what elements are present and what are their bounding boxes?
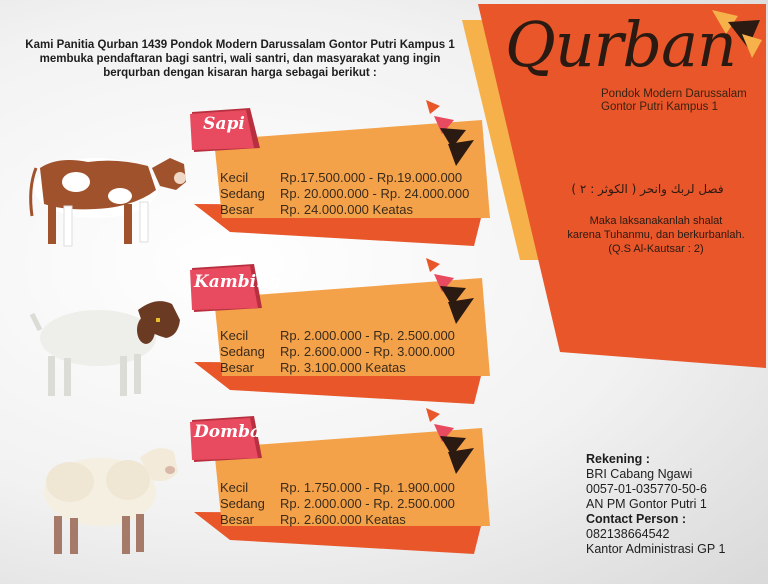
intro-line-2: membuka pendaftaran bagi santri, wali santri, dan masyarakat yang ingin: [39, 53, 441, 65]
payment-contact-info: [586, 452, 725, 557]
price-list: [220, 480, 455, 528]
card-title-domba: Domba: [194, 422, 261, 442]
price-card-kambing: [190, 258, 495, 408]
price-row-sedang: Sedang Rp. 20.000.000 - Rp. 24.000.000: [220, 186, 470, 201]
card-title-kambing: Kambing: [194, 272, 281, 292]
sheep-image: [36, 434, 186, 559]
price-row-besar: Besar Rp. 2.600.000 Keatas: [220, 512, 406, 527]
price-row-sedang: Sedang Rp. 2.000.000 - Rp. 2.500.000: [220, 496, 455, 511]
school-name: [601, 88, 747, 114]
verse-line-2: karena Tuhanmu, dan berkurbanlah.: [567, 229, 745, 241]
price-card-sapi: [190, 100, 495, 250]
page-title: Qurban: [505, 8, 736, 81]
price-row-besar: Besar Rp. 24.000.000 Keatas: [220, 202, 413, 217]
verse-translation: [556, 214, 756, 256]
goat-image: [28, 290, 188, 400]
contact-person-title: Contact Person :: [586, 512, 687, 526]
price-row-besar: Besar Rp. 3.100.000 Keatas: [220, 360, 406, 375]
verse-line-1: Maka laksanakanlah shalat: [589, 215, 723, 227]
cow-image: [18, 138, 190, 253]
arabic-verse: فصل لربك وانحر ( الكوثر : ٢ ): [571, 182, 724, 196]
price-row-kecil: Kecil Rp. 2.000.000 - Rp. 2.500.000: [220, 328, 455, 343]
verse-reference: (Q.S Al-Kautsar : 2): [608, 243, 704, 255]
intro-text: [20, 38, 460, 80]
bank-name: BRI Cabang Ngawi: [586, 467, 693, 481]
price-list: [220, 328, 455, 376]
account-holder: AN PM Gontor Putri 1: [586, 497, 707, 511]
contact-office: Kantor Administrasi GP 1: [586, 542, 726, 556]
contact-phone: 082138664542: [586, 527, 670, 541]
price-row-kecil: Kecil Rp.17.500.000 - Rp.19.000.000: [220, 170, 463, 185]
price-row-sedang: Sedang Rp. 2.600.000 - Rp. 3.000.000: [220, 344, 455, 359]
intro-line-3: berqurban dengan kisaran harga sebagai berikut :: [103, 67, 377, 79]
school-line-2: Gontor Putri Kampus 1: [601, 101, 718, 113]
rekening-title: Rekening :: [586, 452, 650, 466]
price-card-domba: [190, 408, 495, 558]
account-number: 0057-01-035770-50-6: [586, 482, 707, 496]
school-line-1: Pondok Modern Darussalam: [601, 88, 747, 100]
card-title-sapi: Sapi: [203, 114, 245, 134]
intro-line-1: Kami Panitia Qurban 1439 Pondok Modern Darussalam Gontor Putri Kampus 1: [25, 39, 455, 51]
price-list: [220, 170, 469, 218]
price-row-kecil: Kecil Rp. 1.750.000 - Rp. 1.900.000: [220, 480, 455, 495]
